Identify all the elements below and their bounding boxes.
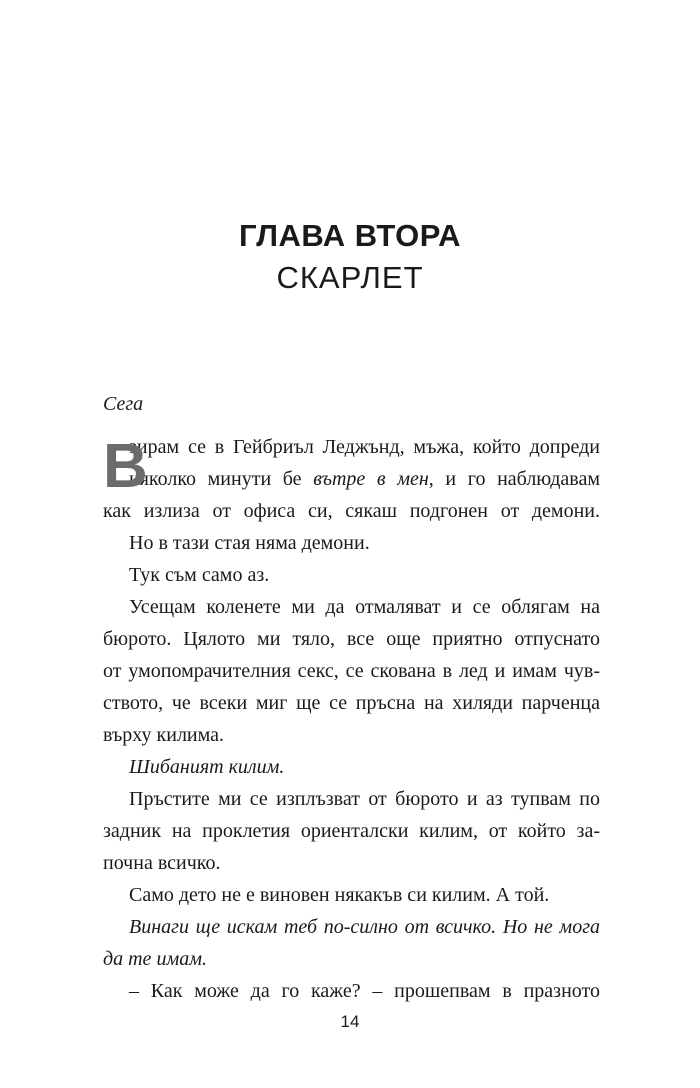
body-text [103,388,600,1007]
paragraph-5: Шибаният килим. [129,756,285,778]
paragraph-2: Но в тази стая няма демони. [129,532,370,554]
paragraph-7: Само дето не е виновен някакъв си килим. А той. [129,884,550,906]
text-line: как излиза от офиса си, сякаш подгонен от демони. [103,500,600,522]
paragraph-4-line: Усещам коленете ми да отмаляват и се облягам на [129,596,600,618]
paragraph-4-line: бюрото. Цялото ми тяло, все още приятно отпуснато [103,628,600,650]
text-line [129,463,600,495]
paragraph-6-line: Пръстите ми се изплъзват от бюрото и аз тупвам по [129,788,600,810]
paragraph-3: Тук съм само аз. [129,564,270,586]
paragraph-4-line: върху килима. [103,724,225,746]
paragraph-4-line: от умопомрачителния секс, се скована в лед и имам чув- [103,660,600,682]
paragraph-4-line: ството, че всеки миг ще се пръсна на хиляди парченца [103,692,600,714]
chapter-number: ГЛАВА ВТОРА [238,218,462,253]
paragraph-8-line: Винаги ще искам теб по-силно от всичко. Но не мога [129,916,600,938]
paragraph-6-line: задник на проклетия ориенталски килим, от който за- [103,820,600,842]
paragraph-9-line: – Как може да го каже? – прошепвам в празното [129,980,600,1002]
text-span: , и го наблюдавам [428,468,600,490]
chapter-title: СКАРЛЕТ [276,260,424,295]
page-number: 14 [340,1012,360,1031]
paragraph-1 [103,431,600,501]
emphasis: вътре в мен [313,468,429,490]
text-span: няколко минути бе [129,468,314,490]
paragraph-6-line: почна всичко. [103,852,221,874]
section-heading: Сега [103,393,144,415]
paragraph-8-line: да те имам. [103,948,207,970]
text-line: зирам се в Гейбриъл Леджънд, мъжа, който допреди [129,436,600,458]
spacer [103,420,600,431]
drop-cap-letter: В [103,432,148,501]
